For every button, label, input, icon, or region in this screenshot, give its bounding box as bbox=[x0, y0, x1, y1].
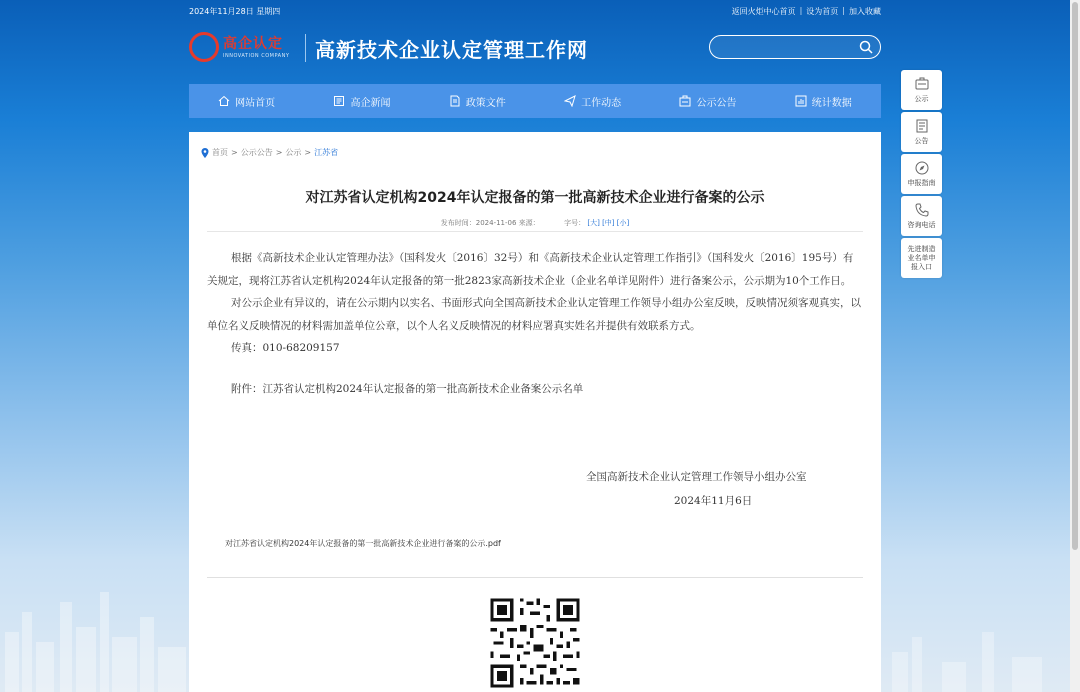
sidebar-item-notice[interactable] bbox=[901, 112, 942, 152]
font-size-large[interactable]: [大] bbox=[587, 219, 600, 227]
separator: | bbox=[799, 6, 803, 15]
breadcrumb-separator: > bbox=[304, 148, 312, 157]
top-bar bbox=[189, 6, 881, 20]
breadcrumb-publicity[interactable]: 公示 bbox=[285, 148, 302, 157]
separator: | bbox=[842, 6, 845, 15]
publish-info: 发布时间：2024-11-06 来源： bbox=[440, 219, 540, 227]
nav-item-news[interactable] bbox=[304, 84, 419, 118]
qr-code-icon bbox=[487, 595, 583, 691]
paragraph: 根据《高新技术企业认定管理办法》（国科发火〔2016〕32号）和《高新技术企业认定管理工作指引》（国科发火〔2016〕195号）有关规定，现将江苏省认定机构2024年认定报备的第一批2823家高新技术企业（企业名单详见附件）进行备案公示，公示期为10个工作日。 bbox=[207, 252, 854, 287]
spacer bbox=[207, 360, 863, 378]
nav-item-statistics[interactable] bbox=[766, 84, 881, 118]
signature: 全国高新技术企业认定管理工作领导小组办公室 bbox=[586, 471, 807, 483]
link-add-favorite[interactable]: 加入收藏 bbox=[849, 7, 881, 16]
bulletin-icon bbox=[679, 95, 691, 107]
skyline-decoration-right bbox=[882, 612, 1070, 692]
news-icon bbox=[333, 95, 345, 107]
nav-label: 政策文件 bbox=[465, 97, 506, 109]
sidebar-item-publicity[interactable] bbox=[901, 70, 942, 110]
search-box bbox=[709, 35, 881, 59]
divider bbox=[207, 577, 863, 578]
sidebar-item-phone[interactable] bbox=[901, 196, 942, 236]
top-links bbox=[732, 6, 881, 17]
attachment-link[interactable]: 对江苏省认定机构2024年认定报备的第一批高新技术企业进行备案的公示.pdf bbox=[225, 539, 501, 548]
site-header bbox=[189, 28, 881, 68]
article-title: 对江苏省认定机构2024年认定报备的第一批高新技术企业进行备案的公示 bbox=[305, 190, 765, 206]
sidebar-label: 公示 bbox=[914, 95, 929, 103]
logo-brand-en: INNOVATION COMPANY bbox=[223, 53, 290, 59]
article-meta bbox=[189, 218, 881, 228]
floating-sidebar bbox=[901, 70, 942, 280]
current-date: 2024年11月28日 星期四 bbox=[189, 7, 281, 16]
font-size-small[interactable]: [小] bbox=[616, 219, 630, 227]
location-pin-icon bbox=[201, 148, 209, 158]
nav-item-work[interactable] bbox=[535, 84, 650, 118]
breadcrumb-bulletin[interactable]: 公示公告 bbox=[240, 148, 273, 157]
breadcrumb-home[interactable]: 首页 bbox=[212, 148, 228, 157]
breadcrumb-current[interactable]: 江苏省 bbox=[314, 148, 339, 157]
publicity-icon bbox=[914, 76, 930, 92]
sidebar-label: 申报指南 bbox=[907, 179, 936, 187]
notice-icon bbox=[914, 118, 930, 134]
fax-line: 传真：010-68209157 bbox=[231, 342, 340, 354]
paragraph: 对公示企业有异议的，请在公示期内以实名、书面形式向全国高新技术企业认定管理工作领导小组办公室反映，反映情况须客观真实，以单位名义反映情况的材料需加盖单位公章，以个人名义反映情况的材料应署真实姓名并提供有效联系方式。 bbox=[207, 297, 861, 332]
sign-date: 2024年11月6日 bbox=[674, 495, 753, 507]
nav-label: 公示公告 bbox=[696, 97, 737, 109]
link-torch-home[interactable]: 返回火炬中心首页 bbox=[731, 7, 796, 16]
home-icon bbox=[218, 95, 230, 107]
breadcrumb bbox=[201, 147, 338, 158]
sidebar-label: 公告 bbox=[914, 137, 929, 145]
breadcrumb-separator: > bbox=[275, 148, 283, 157]
link-set-homepage[interactable]: 设为首页 bbox=[806, 7, 839, 16]
nav-item-home[interactable] bbox=[189, 84, 304, 118]
send-icon bbox=[564, 95, 576, 107]
sidebar-label: 咨询电话 bbox=[907, 221, 936, 229]
chart-icon bbox=[795, 95, 807, 107]
site-title: 高新技术企业认定管理工作网 bbox=[315, 38, 588, 62]
search-input[interactable] bbox=[720, 39, 854, 57]
nav-item-bulletin[interactable] bbox=[650, 84, 765, 118]
nav-label: 工作动态 bbox=[581, 97, 622, 109]
scrollbar-thumb[interactable] bbox=[1072, 2, 1078, 550]
sidebar-item-manufacturing-entry[interactable] bbox=[901, 238, 942, 278]
sidebar-label: 先进制造业名单申报入口 bbox=[907, 244, 936, 271]
logo-brand: 高企认定 bbox=[223, 36, 283, 52]
article-panel bbox=[189, 132, 881, 692]
nav-label: 网站首页 bbox=[235, 97, 276, 109]
page-scrollbar[interactable] bbox=[1070, 0, 1080, 692]
breadcrumb-separator: > bbox=[231, 148, 238, 157]
nav-item-policy[interactable] bbox=[420, 84, 535, 118]
skyline-decoration bbox=[0, 572, 189, 692]
divider bbox=[207, 231, 863, 232]
logo-ring-icon bbox=[189, 32, 219, 62]
document-icon bbox=[449, 95, 461, 107]
attachment-line: 附件：江苏省认定机构2024年认定报备的第一批高新技术企业备案公示名单 bbox=[231, 382, 584, 395]
nav-label: 统计数据 bbox=[811, 97, 852, 109]
compass-icon bbox=[914, 160, 930, 176]
phone-icon bbox=[914, 202, 930, 218]
font-size-label: 字号： bbox=[564, 219, 586, 227]
search-icon[interactable] bbox=[858, 39, 874, 55]
article-body bbox=[207, 247, 863, 400]
main-nav bbox=[189, 84, 881, 118]
font-size-medium[interactable]: [中] bbox=[602, 219, 615, 227]
logo-divider bbox=[305, 34, 306, 62]
site-logo[interactable] bbox=[189, 30, 299, 64]
nav-label: 高企新闻 bbox=[350, 97, 391, 109]
sidebar-item-guide[interactable] bbox=[901, 154, 942, 194]
